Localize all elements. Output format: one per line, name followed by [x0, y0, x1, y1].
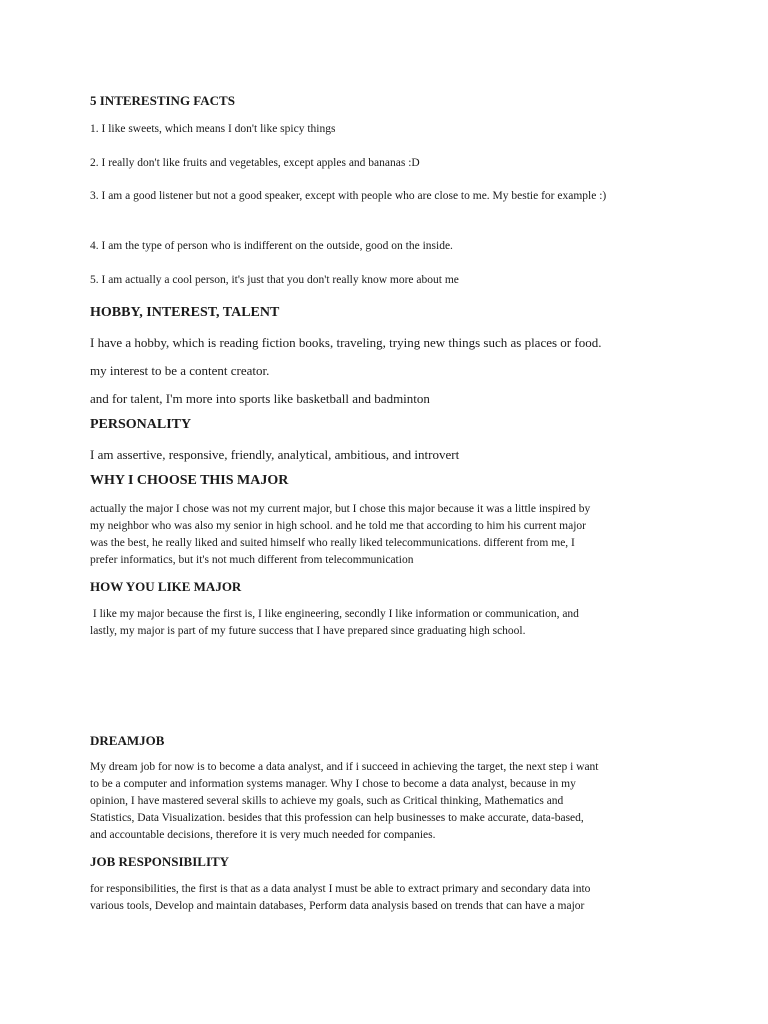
fact-item: 5. I am actually a cool person, it's just that you don't really know more about me [90, 274, 459, 286]
fact-item: 2. I really don't like fruits and vegetables, except apples and bananas :D [90, 157, 420, 169]
dreamjob-heading: DREAMJOB [90, 733, 165, 748]
dreamjob-line: to be a computer and information systems manager. Why I chose to become a data analyst, because in my [90, 778, 576, 790]
job-resp-line: for responsibilities, the first is that as a data analyst I must be able to extract primary and secondary data into [90, 883, 591, 895]
personality-text: I am assertive, responsive, friendly, analytical, ambitious, and introvert [90, 447, 460, 462]
job-resp-line: various tools, Develop and maintain databases, Perform data analysis based on trends that can have a major [90, 900, 585, 912]
why-major-line: prefer informatics, but it's not much different from telecommunication [90, 554, 414, 566]
why-major-line: actually the major I chose was not my current major, but I chose this major because it was a little inspired by [90, 503, 591, 515]
why-major-heading: WHY I CHOOSE THIS MAJOR [90, 473, 289, 488]
dreamjob-line: and accountable decisions, therefore it is very much needed for companies. [90, 829, 436, 841]
talent-line: and for talent, I'm more into sports like basketball and badminton [90, 391, 430, 406]
how-major-heading: HOW YOU LIKE MAJOR [90, 579, 242, 594]
hobby-heading: HOBBY, INTEREST, TALENT [90, 305, 280, 320]
how-major-line: I like my major because the first is, I like engineering, secondly I like information or communication, and [90, 608, 579, 620]
dreamjob-line: Statistics, Data Visualization. besides that this profession can help businesses to make accurate, data-based, [90, 812, 584, 824]
dreamjob-line: My dream job for now is to become a data analyst, and if i succeed in achieving the target, the next step i want [90, 761, 599, 773]
why-major-line: my neighbor who was also my senior in high school. and he told me that according to him his current major [90, 520, 586, 532]
how-major-line: lastly, my major is part of my future success that I have prepared since graduating high school. [90, 625, 526, 637]
fact-item: 4. I am the type of person who is indifferent on the outside, good on the inside. [90, 240, 453, 252]
personality-heading: PERSONALITY [90, 417, 192, 432]
fact-item: 1. I like sweets, which means I don't like spicy things [90, 123, 336, 135]
facts-heading: 5 INTERESTING FACTS [90, 93, 235, 108]
fact-item: 3. I am a good listener but not a good speaker, except with people who are close to me. My bestie for example :) [90, 190, 607, 202]
job-resp-heading: JOB RESPONSIBILITY [90, 854, 230, 869]
hobby-line: I have a hobby, which is reading fiction books, traveling, trying new things such as places or food. [90, 335, 602, 350]
why-major-line: was the best, he really liked and suited himself who really liked telecommunications. different from me, I [90, 537, 575, 549]
dreamjob-line: opinion, I have mastered several skills to achieve my goals, such as Critical thinking, Mathematics and [90, 795, 564, 807]
interest-line: my interest to be a content creator. [90, 363, 270, 378]
